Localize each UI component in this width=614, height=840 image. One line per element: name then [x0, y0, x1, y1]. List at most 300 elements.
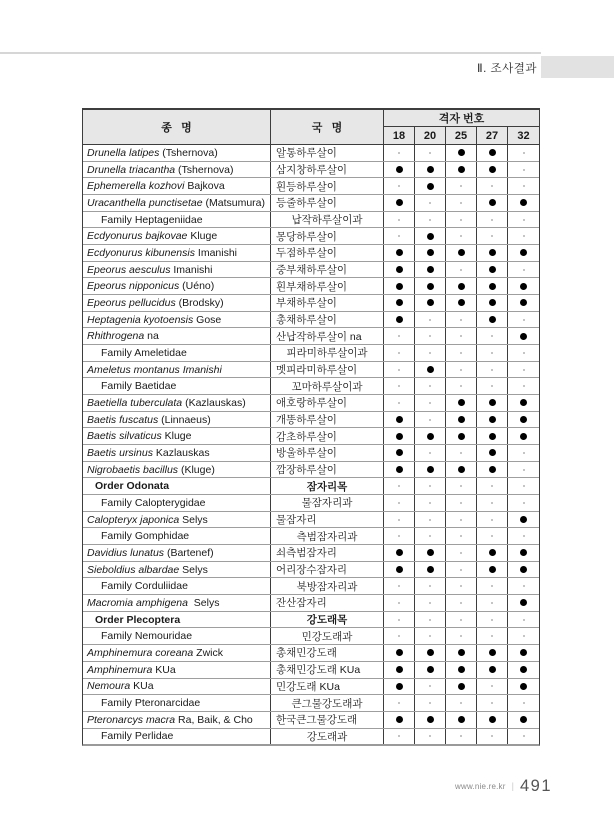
grid-cell — [477, 145, 508, 161]
absence-dot — [460, 385, 462, 387]
korean-name-cell: 흰등하루살이 — [271, 178, 384, 194]
absence-dot — [491, 385, 493, 387]
table-row — [83, 712, 539, 729]
absence-dot — [429, 502, 431, 504]
korean-name-cell: 강도래과 — [271, 729, 384, 745]
scientific-name: Ameletus montanus Imanishi — [87, 363, 222, 376]
scientific-name: Baetiella tuberculata — [87, 396, 183, 409]
grid-cell — [508, 245, 539, 261]
species-name-cell — [83, 145, 271, 161]
absence-dot — [491, 585, 493, 587]
grid-cell — [415, 395, 446, 411]
grid-cell — [384, 395, 415, 411]
grid-cell — [384, 195, 415, 211]
grid-cell — [508, 545, 539, 561]
absence-dot — [460, 519, 462, 521]
table-row — [83, 378, 539, 395]
presence-dot — [396, 249, 403, 256]
grid-cell — [384, 178, 415, 194]
absence-dot — [523, 535, 525, 537]
species-name-cell — [83, 195, 271, 211]
grid-cell — [446, 695, 477, 711]
absence-dot — [523, 385, 525, 387]
grid-cell — [477, 345, 508, 361]
absence-dot — [398, 619, 400, 621]
absence-dot — [460, 485, 462, 487]
grid-cell — [477, 262, 508, 278]
table-row — [83, 295, 539, 312]
grid-cell — [508, 729, 539, 745]
presence-dot — [520, 249, 527, 256]
grid-cell — [446, 162, 477, 178]
grid-cell — [446, 362, 477, 378]
absence-dot — [460, 202, 462, 204]
grid-cell — [384, 528, 415, 544]
absence-dot — [429, 635, 431, 637]
species-name-cell: Family Heptageniidae — [83, 212, 271, 228]
presence-dot — [396, 316, 403, 323]
presence-dot — [489, 416, 496, 423]
grid-cell — [384, 545, 415, 561]
table-row — [83, 478, 539, 495]
scientific-name: Ephemerella kozhovi — [87, 180, 185, 193]
absence-dot — [398, 369, 400, 371]
grid-number-header: 27 — [477, 127, 508, 144]
grid-cell — [384, 345, 415, 361]
absence-dot — [491, 619, 493, 621]
species-name-cell — [83, 712, 271, 728]
korean-name-cell: 물잠자리과 — [271, 495, 384, 511]
grid-cell — [508, 345, 539, 361]
grid-cell — [415, 362, 446, 378]
grid-cell — [477, 695, 508, 711]
grid-cell — [415, 528, 446, 544]
presence-dot — [458, 149, 465, 156]
grid-cell — [384, 245, 415, 261]
author-name: (Brodsky) — [175, 296, 224, 309]
species-name-cell: Family Corduliidae — [83, 578, 271, 594]
grid-cell — [508, 295, 539, 311]
grid-cell — [446, 628, 477, 644]
presence-dot — [427, 649, 434, 656]
table-row — [83, 412, 539, 429]
grid-cell — [477, 428, 508, 444]
author-name: Bajkova — [184, 180, 225, 193]
grid-cell — [384, 378, 415, 394]
grid-cell — [477, 278, 508, 294]
grid-cell — [384, 662, 415, 678]
grid-cell — [446, 662, 477, 678]
table-row — [83, 445, 539, 462]
absence-dot — [429, 519, 431, 521]
table-row — [83, 178, 539, 195]
absence-dot — [398, 585, 400, 587]
absence-dot — [398, 535, 400, 537]
absence-dot — [523, 169, 525, 171]
grid-cell — [415, 578, 446, 594]
absence-dot — [491, 335, 493, 337]
grid-cell — [446, 712, 477, 728]
grid-number-header: 20 — [415, 127, 446, 144]
absence-dot — [460, 502, 462, 504]
absence-dot — [460, 619, 462, 621]
grid-cell — [384, 562, 415, 578]
korean-name-cell: 흰부채하루살이 — [271, 278, 384, 294]
korean-name-cell: 산납작하루살이 na — [271, 328, 384, 344]
grid-cell — [384, 445, 415, 461]
absence-dot — [398, 702, 400, 704]
korean-name-cell: 물잠자리 — [271, 512, 384, 528]
species-name-cell — [83, 245, 271, 261]
table-row — [83, 395, 539, 412]
grid-cell — [477, 378, 508, 394]
absence-dot — [491, 502, 493, 504]
korean-name-cell: 쇠측범잠자리 — [271, 545, 384, 561]
absence-dot — [491, 735, 493, 737]
presence-dot — [489, 166, 496, 173]
author-name: KUa — [152, 663, 176, 676]
absence-dot — [523, 369, 525, 371]
grid-cell — [384, 512, 415, 528]
grid-number-header: 25 — [446, 127, 477, 144]
grid-cell — [384, 478, 415, 494]
grid-cell — [508, 679, 539, 695]
author-name: (Tshernova) — [175, 163, 234, 176]
korean-name-cell: 피라미하루살이과 — [271, 345, 384, 361]
author-name: Gose — [193, 313, 222, 326]
absence-dot — [429, 585, 431, 587]
absence-dot — [460, 552, 462, 554]
grid-cell — [415, 562, 446, 578]
absence-dot — [523, 735, 525, 737]
grid-cell — [384, 578, 415, 594]
table-row — [83, 612, 539, 629]
presence-dot — [396, 299, 403, 306]
scientific-name: Uracanthella punctisetae — [87, 196, 203, 209]
korean-name-cell: 큰그물강도래과 — [271, 695, 384, 711]
species-name-cell: Family Baetidae — [83, 378, 271, 394]
grid-cell — [384, 595, 415, 611]
scientific-name: Heptagenia kyotoensis — [87, 313, 194, 326]
species-name-cell: Order Odonata — [83, 478, 271, 494]
grid-cell — [477, 162, 508, 178]
presence-dot — [520, 333, 527, 340]
species-name-cell — [83, 662, 271, 678]
grid-cell — [384, 729, 415, 745]
absence-dot — [429, 452, 431, 454]
grid-cell — [384, 712, 415, 728]
presence-dot — [396, 649, 403, 656]
grid-cell — [508, 645, 539, 661]
col-header-grid-group — [384, 110, 539, 144]
species-name-cell — [83, 178, 271, 194]
table-row — [83, 512, 539, 529]
table-row — [83, 562, 539, 579]
absence-dot — [429, 685, 431, 687]
presence-dot — [427, 433, 434, 440]
section-tab-marker — [541, 56, 614, 78]
presence-dot — [458, 683, 465, 690]
presence-dot — [396, 266, 403, 273]
author-name: (Bartenef) — [164, 546, 214, 559]
presence-dot — [489, 649, 496, 656]
absence-dot — [398, 185, 400, 187]
species-name-cell: Family Calopterygidae — [83, 495, 271, 511]
grid-cell — [384, 628, 415, 644]
korean-name-cell: 몽당하루살이 — [271, 228, 384, 244]
presence-dot — [458, 716, 465, 723]
grid-cell — [415, 612, 446, 628]
grid-cell — [508, 512, 539, 528]
grid-cell — [477, 628, 508, 644]
grid-cell — [446, 178, 477, 194]
grid-cell — [384, 362, 415, 378]
absence-dot — [460, 452, 462, 454]
grid-cell — [415, 345, 446, 361]
grid-cell — [384, 612, 415, 628]
table-row — [83, 595, 539, 612]
absence-dot — [491, 219, 493, 221]
absence-dot — [429, 602, 431, 604]
table-row — [83, 162, 539, 179]
presence-dot — [520, 516, 527, 523]
table-row — [83, 195, 539, 212]
korean-name-cell: 멧피라미하루살이 — [271, 362, 384, 378]
absence-dot — [429, 219, 431, 221]
presence-dot — [458, 166, 465, 173]
absence-dot — [523, 469, 525, 471]
scientific-name: Amphinemura — [87, 663, 153, 676]
footer-page-number: 491 — [519, 776, 552, 795]
grid-cell — [446, 578, 477, 594]
grid-cell — [415, 262, 446, 278]
grid-cell — [415, 628, 446, 644]
grid-cell — [508, 528, 539, 544]
grid-cell — [384, 145, 415, 161]
author-name: Selys — [187, 596, 220, 609]
scientific-name: Nigrobaetis bacillus — [87, 463, 179, 476]
table-row — [83, 362, 539, 379]
korean-name-cell: 개똥하루살이 — [271, 412, 384, 428]
absence-dot — [460, 635, 462, 637]
table-row — [83, 312, 539, 329]
grid-cell — [508, 212, 539, 228]
author-name: Imanishi — [170, 263, 213, 276]
scientific-name: Calopteryx japonica — [87, 513, 180, 526]
absence-dot — [491, 519, 493, 521]
grid-cell — [446, 612, 477, 628]
korean-name-cell: 알통하루살이 — [271, 145, 384, 161]
scientific-name: Baetis ursinus — [87, 446, 153, 459]
species-name-cell — [83, 395, 271, 411]
grid-cell — [415, 712, 446, 728]
grid-cell — [508, 262, 539, 278]
grid-cell — [477, 495, 508, 511]
absence-dot — [491, 535, 493, 537]
grid-cell — [508, 395, 539, 411]
grid-cell — [508, 595, 539, 611]
grid-cell — [508, 228, 539, 244]
grid-cell — [508, 628, 539, 644]
grid-cell — [446, 545, 477, 561]
author-name: (Uéno) — [179, 280, 215, 293]
grid-cell — [477, 295, 508, 311]
presence-dot — [396, 433, 403, 440]
absence-dot — [429, 419, 431, 421]
grid-cell — [477, 312, 508, 328]
absence-dot — [398, 635, 400, 637]
grid-cell — [415, 679, 446, 695]
footer-site-url: www.nie.re.kr — [455, 781, 506, 791]
grid-cell — [446, 212, 477, 228]
grid-cell — [446, 195, 477, 211]
presence-dot — [458, 416, 465, 423]
scientific-name: Drunella triacantha — [87, 163, 176, 176]
grid-cell — [384, 679, 415, 695]
author-name: (Kluge) — [178, 463, 215, 476]
absence-dot — [398, 235, 400, 237]
presence-dot — [489, 316, 496, 323]
absence-dot — [429, 402, 431, 404]
korean-name-cell: 삼지창하루살이 — [271, 162, 384, 178]
species-name-cell — [83, 278, 271, 294]
grid-cell — [384, 295, 415, 311]
absence-dot — [460, 369, 462, 371]
species-name-cell — [83, 312, 271, 328]
species-name-cell — [83, 645, 271, 661]
absence-dot — [429, 485, 431, 487]
species-name-cell — [83, 295, 271, 311]
absence-dot — [523, 619, 525, 621]
korean-name-cell: 납작하루살이과 — [271, 212, 384, 228]
presence-dot — [489, 566, 496, 573]
grid-cell — [508, 412, 539, 428]
korean-name-cell: 총채민강도래 — [271, 645, 384, 661]
grid-cell — [415, 512, 446, 528]
grid-number-header: 32 — [517, 129, 530, 142]
absence-dot — [429, 735, 431, 737]
grid-group-label: 격자 번호 — [384, 110, 539, 127]
grid-cell — [415, 729, 446, 745]
absence-dot — [429, 619, 431, 621]
species-name-cell — [83, 445, 271, 461]
grid-cell — [477, 528, 508, 544]
presence-dot — [520, 599, 527, 606]
presence-dot — [520, 399, 527, 406]
grid-cell — [446, 245, 477, 261]
grid-cell — [415, 445, 446, 461]
author-name: (Matsumura) — [202, 196, 266, 209]
table-row — [83, 495, 539, 512]
absence-dot — [460, 319, 462, 321]
korean-name-cell: 북방잠자리과 — [271, 578, 384, 594]
absence-dot — [523, 219, 525, 221]
grid-cell — [446, 462, 477, 478]
absence-dot — [491, 635, 493, 637]
grid-cell — [477, 729, 508, 745]
species-name-cell — [83, 545, 271, 561]
absence-dot — [491, 352, 493, 354]
presence-dot — [489, 199, 496, 206]
absence-dot — [460, 269, 462, 271]
grid-cell — [446, 679, 477, 695]
grid-cell — [508, 428, 539, 444]
grid-number-headers — [384, 127, 539, 144]
author-name: Selys — [179, 513, 208, 526]
presence-dot — [396, 166, 403, 173]
absence-dot — [460, 569, 462, 571]
presence-dot — [396, 449, 403, 456]
presence-dot — [427, 566, 434, 573]
absence-dot — [523, 185, 525, 187]
col-header-species: 종 명 — [83, 110, 271, 144]
presence-dot — [427, 183, 434, 190]
grid-cell — [508, 478, 539, 494]
presence-dot — [427, 233, 434, 240]
absence-dot — [523, 452, 525, 454]
grid-cell — [477, 578, 508, 594]
grid-cell — [477, 645, 508, 661]
grid-cell — [508, 195, 539, 211]
grid-cell — [384, 412, 415, 428]
author-name: (Tshernova) — [159, 146, 218, 159]
presence-dot — [427, 666, 434, 673]
grid-cell — [477, 712, 508, 728]
korean-name-cell: 중부채하루살이 — [271, 262, 384, 278]
grid-cell — [477, 395, 508, 411]
presence-dot — [427, 366, 434, 373]
grid-cell — [415, 495, 446, 511]
author-name: (Linnaeus) — [158, 413, 211, 426]
author-name: Kluge — [187, 230, 218, 243]
grid-cell — [415, 278, 446, 294]
absence-dot — [491, 185, 493, 187]
grid-cell — [446, 478, 477, 494]
absence-dot — [460, 352, 462, 354]
species-name-cell: Family Perlidae — [83, 729, 271, 745]
species-occurrence-table — [82, 108, 540, 746]
scientific-name: Davidius lunatus — [87, 546, 165, 559]
korean-name-cell: 강도래목 — [271, 612, 384, 628]
table-header — [83, 110, 539, 145]
absence-dot — [398, 219, 400, 221]
grid-cell — [477, 595, 508, 611]
presence-dot — [458, 466, 465, 473]
grid-cell — [384, 162, 415, 178]
table-row — [83, 428, 539, 445]
table-row — [83, 679, 539, 696]
grid-cell — [415, 428, 446, 444]
grid-cell — [384, 645, 415, 661]
absence-dot — [523, 352, 525, 354]
table-row — [83, 262, 539, 279]
species-name-cell: Family Gomphidae — [83, 528, 271, 544]
presence-dot — [458, 399, 465, 406]
author-name: Zwick — [193, 646, 223, 659]
absence-dot — [523, 319, 525, 321]
table-row — [83, 245, 539, 262]
presence-dot — [520, 649, 527, 656]
grid-cell — [446, 562, 477, 578]
grid-cell — [477, 228, 508, 244]
absence-dot — [398, 152, 400, 154]
korean-name-cell: 총채하루살이 — [271, 312, 384, 328]
grid-cell — [477, 328, 508, 344]
presence-dot — [520, 716, 527, 723]
grid-cell — [446, 645, 477, 661]
absence-dot — [523, 235, 525, 237]
table-row — [83, 228, 539, 245]
